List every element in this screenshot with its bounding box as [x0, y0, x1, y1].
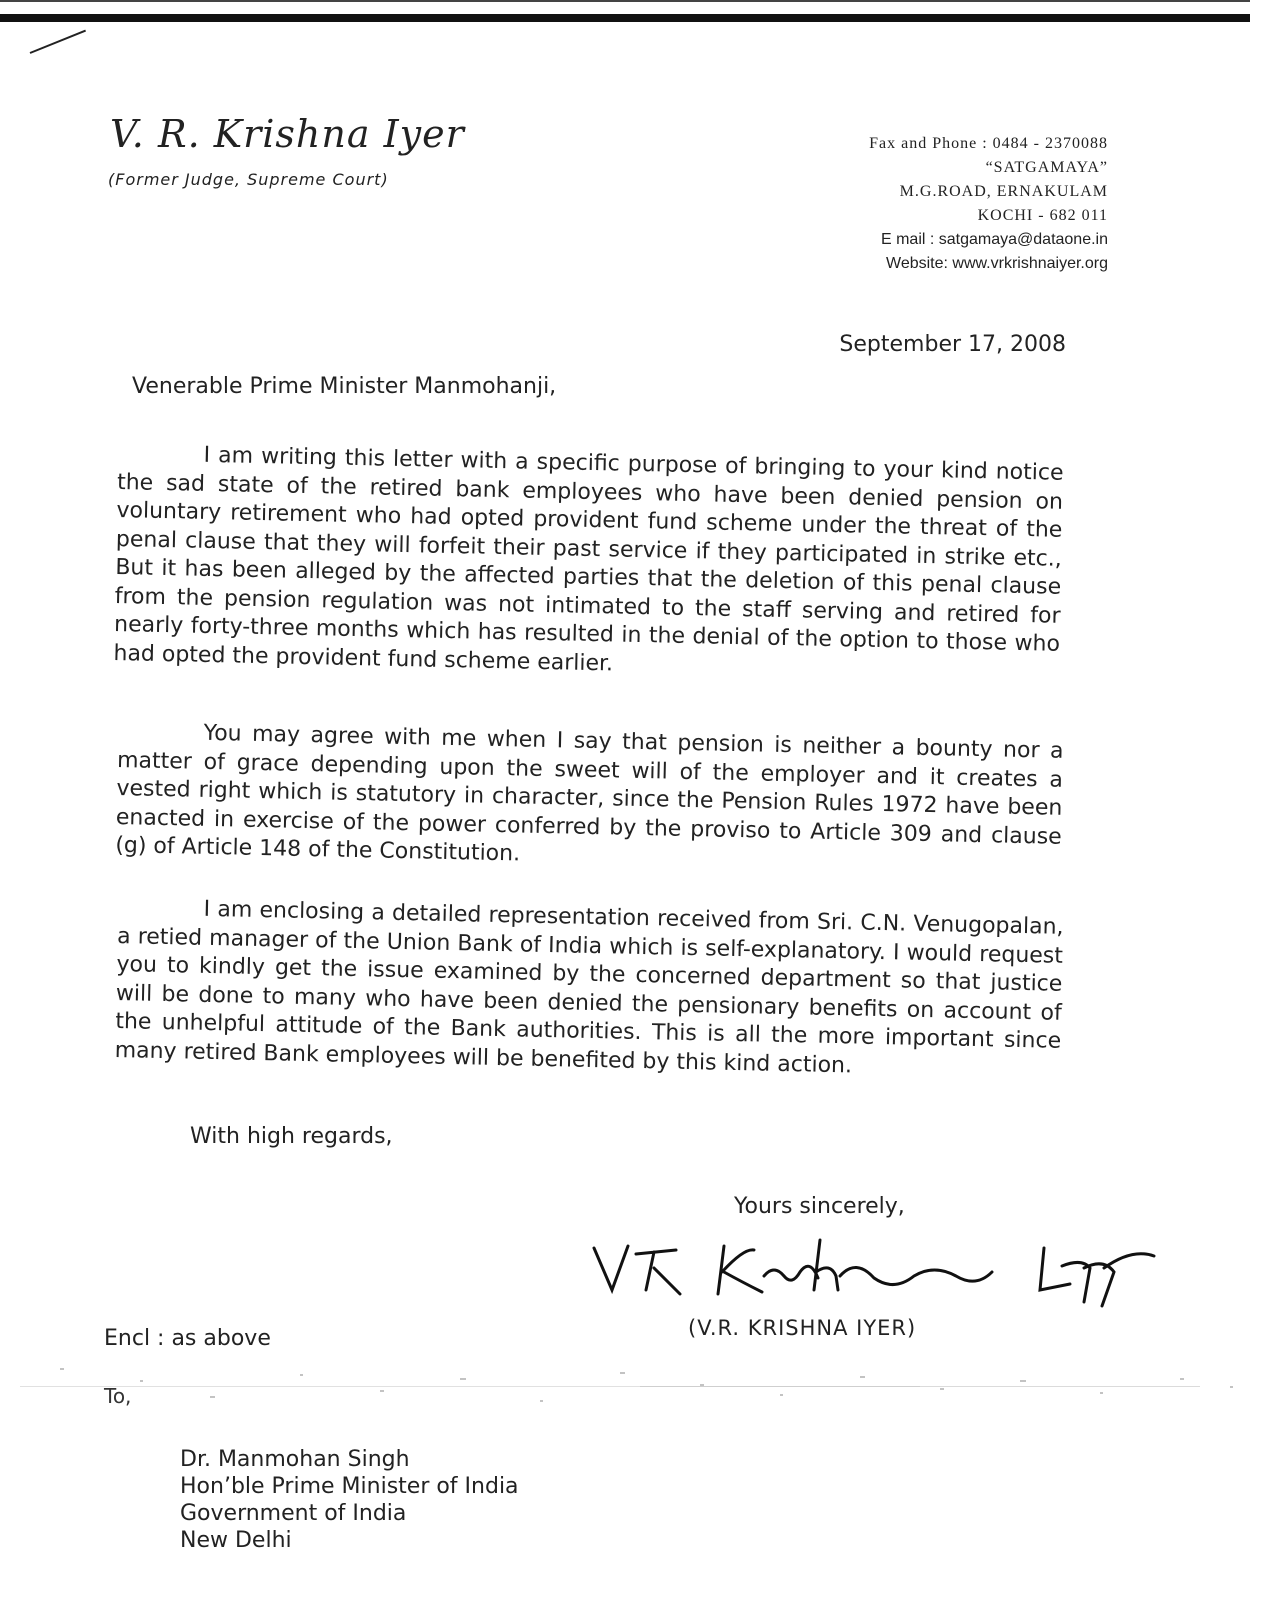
- letterhead-contact: [869, 132, 1108, 276]
- body-paragraph-2: [115, 718, 1064, 880]
- contact-line-phone: Fax and Phone : 0484 - 2370088: [869, 135, 1108, 152]
- paragraph-text: I am writing this letter with a specific purpose of bringing to your kind notice the sad state of the retired bank employees who have been denied pension on voluntary retirement who had opted provident fund scheme under the threat of the penal clause that they will forfeit their past service if they participated in strike etc., But it has been alleged by the affected parties that the deletion of this penal clause from the pension regulation was not intimated to the staff serving and retired for nearly forty-three months which has resulted in the denial of the option to those who had opted the provident fund scheme earlier.: [113, 442, 1064, 676]
- letterhead-name: V. R. Krishna Iyer: [110, 112, 465, 156]
- signer-name: (V.R. KRISHNA IYER): [688, 1316, 917, 1340]
- top-border-thin: [0, 0, 1250, 2]
- salutation: Venerable Prime Minister Manmohanji,: [132, 374, 557, 399]
- to-label: To,: [104, 1384, 132, 1408]
- enclosure-note: Encl : as above: [104, 1326, 271, 1351]
- paragraph-text: You may agree with me when I say that pension is neither a bounty nor a matter of grace depending upon the sweet will of the employer and it creates a vested right which is statutory in character, since the Pension Rules 1972 have been enacted in exercise of the power conferred by the proviso to Article 309 and clause (g) of Article 148 of the Constitution.: [115, 720, 1064, 867]
- top-border-rule: [0, 14, 1250, 22]
- letter-date: September 17, 2008: [839, 332, 1066, 357]
- sign-off: Yours sincerely,: [734, 1194, 905, 1219]
- recipient-city: New Delhi: [180, 1528, 292, 1553]
- contact-line-house: “SATGAMAYA”: [985, 159, 1108, 176]
- contact-line-city: KOCHI - 682 011: [977, 207, 1108, 224]
- body-paragraph-3: [114, 894, 1063, 1085]
- recipient-address: [180, 1446, 519, 1554]
- contact-line-email: E mail : satgamaya@dataone.in: [880, 231, 1108, 248]
- letterhead-title: (Former Judge, Supreme Court): [108, 170, 389, 189]
- closing-line: With high regards,: [190, 1124, 393, 1149]
- contact-line-road: M.G.ROAD, ERNAKULAM: [899, 183, 1108, 200]
- body-paragraph-1: [113, 440, 1064, 688]
- scan-noise-band: [0, 1356, 1264, 1426]
- pen-stroke-mark: [30, 30, 86, 54]
- recipient-name: Dr. Manmohan Singh: [180, 1447, 410, 1472]
- handwritten-signature: [584, 1228, 1184, 1308]
- recipient-organization: Government of India: [180, 1501, 407, 1526]
- paragraph-text: I am enclosing a detailed representation received from Sri. C.N. Venugopalan, a retied manager of the Union Bank of India which is self-explanatory. I would request you to kindly get the issue examined by the concerned department so that justice will be done to many who have been denied the pensionary benefits on account of the unhelpful attitude of the Bank authorities. This is all the more important since many retired Bank employees will be benefited by this kind action.: [114, 896, 1064, 1078]
- recipient-designation: Hon’ble Prime Minister of India: [180, 1474, 519, 1499]
- contact-line-website: Website: www.vrkrishnaiyer.org: [886, 255, 1108, 272]
